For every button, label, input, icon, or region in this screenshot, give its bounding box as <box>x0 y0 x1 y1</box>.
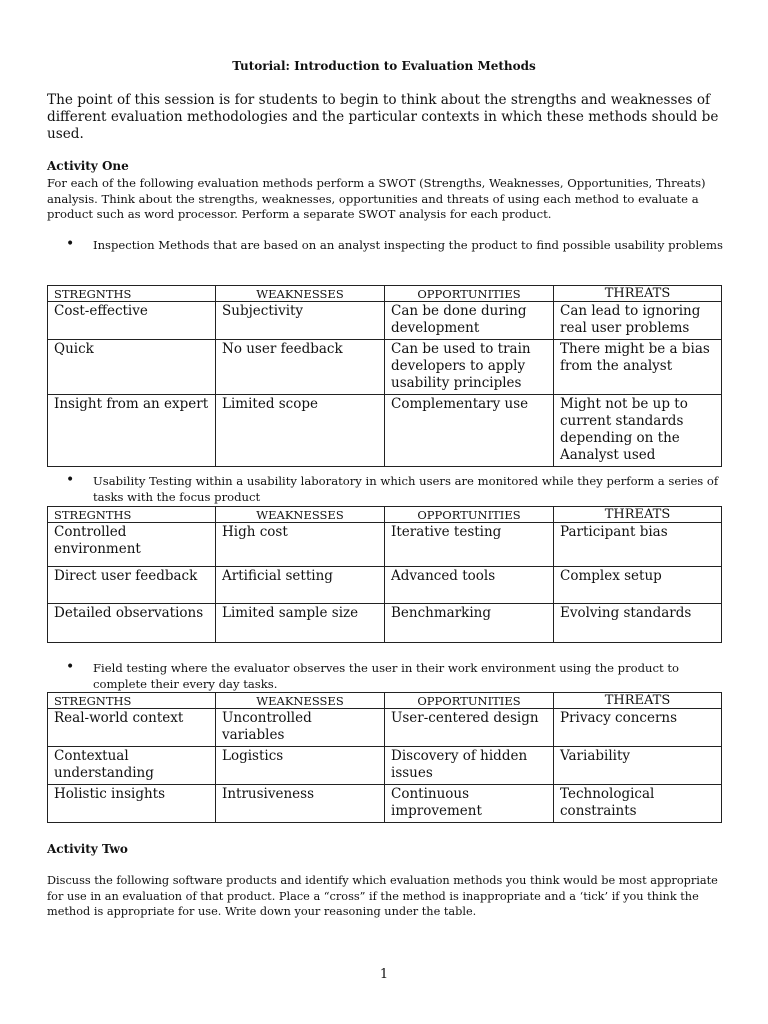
table-cell: Controlled environment <box>48 523 216 567</box>
table-header-row <box>48 693 722 709</box>
table-cell: Benchmarking <box>385 604 554 643</box>
table-row <box>48 302 722 340</box>
table-cell: Can be done during development <box>385 302 554 340</box>
table-cell: Insight from an expert <box>48 395 216 467</box>
activity-two-text: Discuss the following software products and identify which evaluation methods you think would be most appropriate for use in an evaluation of that product. Place a “cross” if the method is inappropriate and a ‘tick’ if you think the method is appropriate for use. Write down your reasoning under the table. <box>47 874 718 918</box>
table-cell: Can be used to train developers to apply usability principles <box>385 340 554 395</box>
swot-table-field <box>47 692 722 823</box>
table-cell: Might not be up to current standards depending on the Aanalyst used <box>554 395 722 467</box>
header-threats: THREATS <box>554 286 722 302</box>
swot-table-usability <box>47 506 722 643</box>
header-threats: THREATS <box>554 693 722 709</box>
table-cell: Artificial setting <box>216 567 385 604</box>
header-strengths: STREGNTHS <box>48 507 216 523</box>
table-cell: Variability <box>554 747 722 785</box>
table-cell: Technological constraints <box>554 785 722 823</box>
table-row <box>48 785 722 823</box>
table-cell: Uncontrolled variables <box>216 709 385 747</box>
table-cell: Cost-effective <box>48 302 216 340</box>
header-opportunities: OPPORTUNITIES <box>385 286 554 302</box>
table-row <box>48 340 722 395</box>
table-row <box>48 747 722 785</box>
table-cell: Evolving standards <box>554 604 722 643</box>
header-opportunities: OPPORTUNITIES <box>385 507 554 523</box>
table-cell: Complementary use <box>385 395 554 467</box>
table-header-row <box>48 286 722 302</box>
activity-two-heading: Activity Two <box>47 842 128 856</box>
page-title: Tutorial: Introduction to Evaluation Methods <box>232 59 536 73</box>
table-row <box>48 523 722 567</box>
activity-one-text: For each of the following evaluation methods perform a SWOT (Strengths, Weaknesses, Opportunities, Threats) analysis. Think about the strengths, weaknesses, opportunities and threats of using each method to evaluate a product such as word processor. Perform a separate SWOT analysis for each product. <box>47 176 706 221</box>
bullet-icon: • <box>66 472 75 488</box>
table-cell: User-centered design <box>385 709 554 747</box>
table-cell: Quick <box>48 340 216 395</box>
header-weaknesses: WEAKNESSES <box>216 693 385 709</box>
table-cell: Real-world context <box>48 709 216 747</box>
header-opportunities: OPPORTUNITIES <box>385 693 554 709</box>
table-row <box>48 604 722 643</box>
header-threats: THREATS <box>554 507 722 523</box>
table-row <box>48 709 722 747</box>
table-cell: Logistics <box>216 747 385 785</box>
table-cell: Holistic insights <box>48 785 216 823</box>
page-number: 1 <box>379 967 389 982</box>
bullet-icon: • <box>66 659 75 675</box>
header-weaknesses: WEAKNESSES <box>216 507 385 523</box>
bullet-text: Inspection Methods that are based on an analyst inspecting the product to find possible usability problems <box>93 238 723 252</box>
table-cell: Subjectivity <box>216 302 385 340</box>
table-cell: Intrusiveness <box>216 785 385 823</box>
table-cell: Advanced tools <box>385 567 554 604</box>
table-cell: Iterative testing <box>385 523 554 567</box>
header-strengths: STREGNTHS <box>48 286 216 302</box>
table-header-row <box>48 507 722 523</box>
table-cell: There might be a bias from the analyst <box>554 340 722 395</box>
swot-table-inspection <box>47 285 722 467</box>
intro-paragraph: The point of this session is for students to begin to think about the strengths and weaknesses of different evaluation methodologies and the particular contexts in which these methods should be used. <box>47 92 719 142</box>
table-cell: Can lead to ignoring real user problems <box>554 302 722 340</box>
table-cell: Discovery of hidden issues <box>385 747 554 785</box>
table-cell: Privacy concerns <box>554 709 722 747</box>
table-cell: Limited scope <box>216 395 385 467</box>
table-cell: No user feedback <box>216 340 385 395</box>
table-cell: High cost <box>216 523 385 567</box>
activity-one-heading: Activity One <box>47 159 129 173</box>
table-row <box>48 395 722 467</box>
table-row <box>48 567 722 604</box>
table-cell: Detailed observations <box>48 604 216 643</box>
table-cell: Complex setup <box>554 567 722 604</box>
table-cell: Direct user feedback <box>48 567 216 604</box>
table-cell: Contextual understanding <box>48 747 216 785</box>
header-weaknesses: WEAKNESSES <box>216 286 385 302</box>
bullet-icon: • <box>66 236 75 252</box>
table-cell: Continuous improvement <box>385 785 554 823</box>
header-strengths: STREGNTHS <box>48 693 216 709</box>
table-cell: Limited sample size <box>216 604 385 643</box>
bullet-text: Field testing where the evaluator observes the user in their work environment using the product to complete their every day tasks. <box>93 661 679 691</box>
table-cell: Participant bias <box>554 523 722 567</box>
bullet-text: Usability Testing within a usability laboratory in which users are monitored while they perform a series of tasks with the focus product <box>93 474 719 504</box>
